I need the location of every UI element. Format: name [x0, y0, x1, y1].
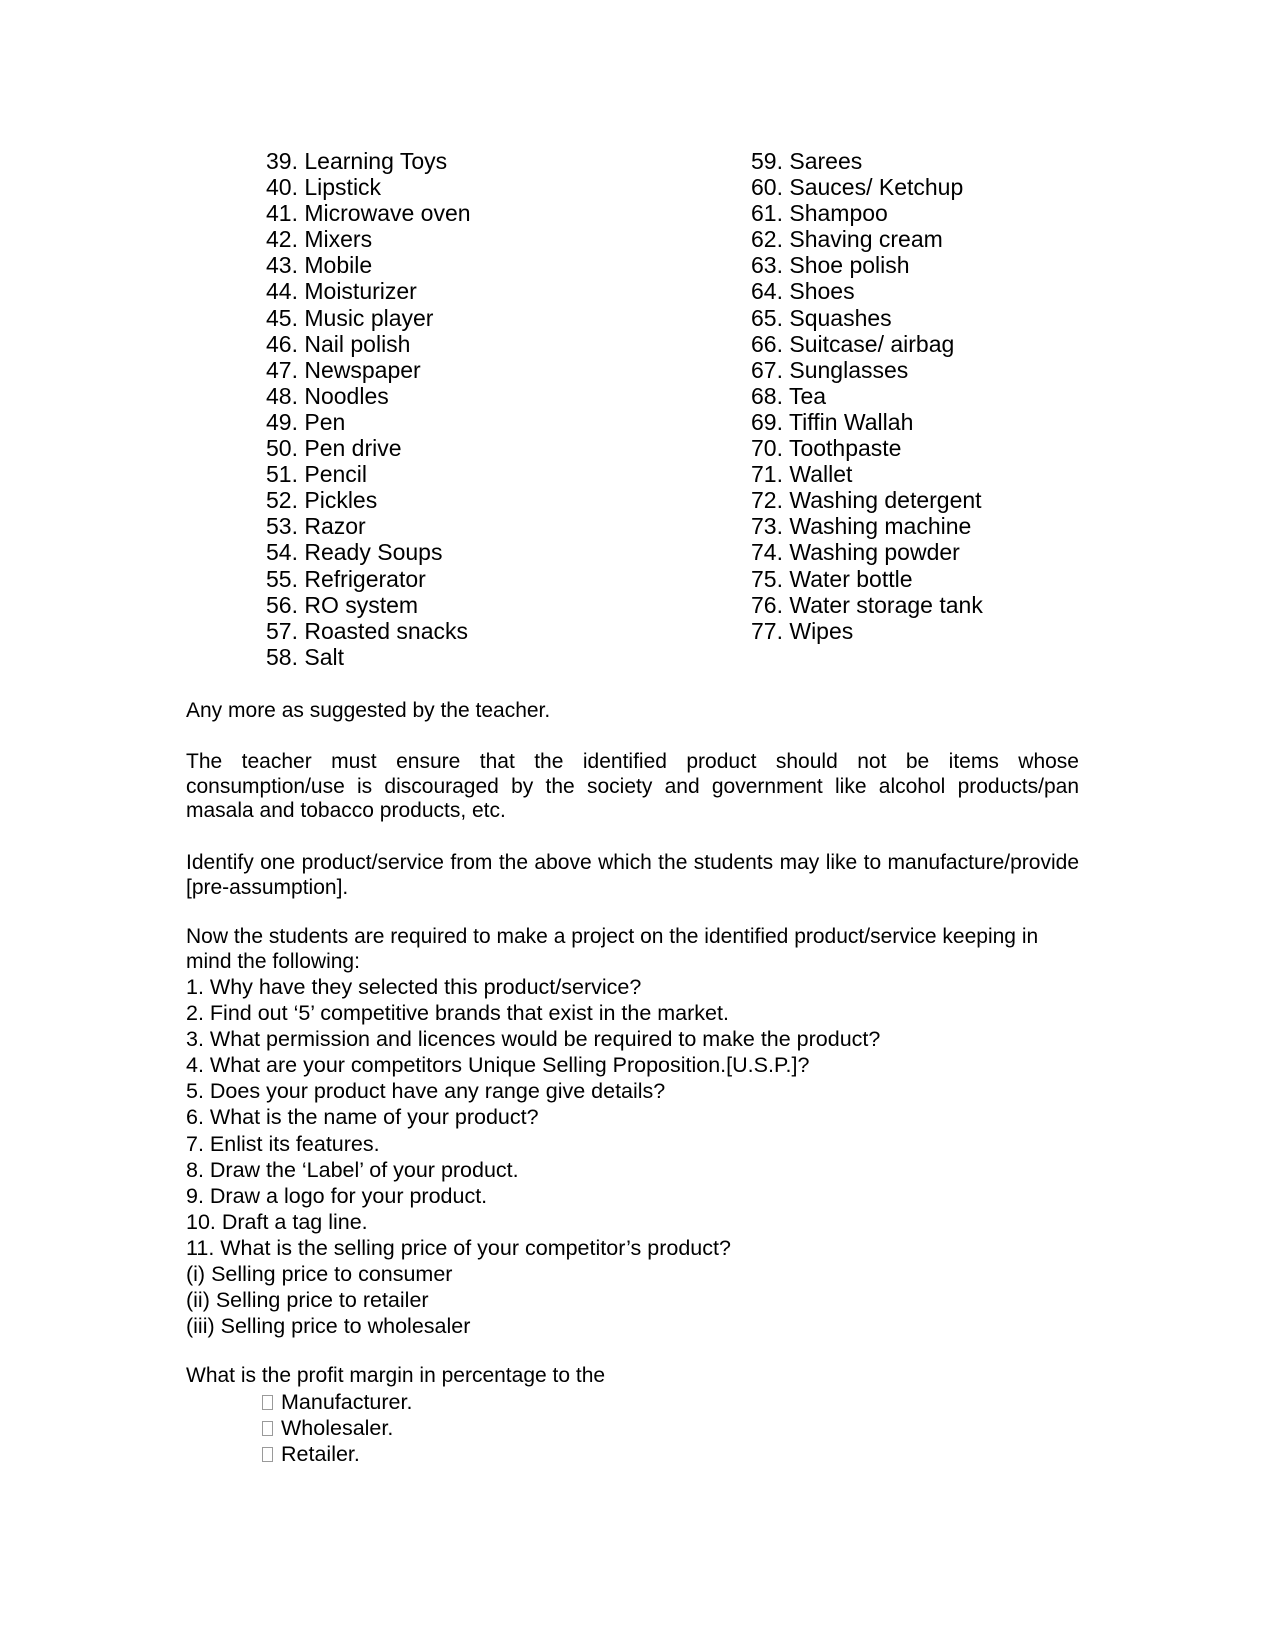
paragraph-more-items: Any more as suggested by the teacher. — [186, 699, 551, 722]
list-item — [262, 1415, 412, 1441]
box-icon — [262, 1421, 273, 1436]
list-item: 43. Mobile — [266, 252, 373, 279]
list-item: 51. Pencil — [266, 461, 368, 488]
list-item: 64. Shoes — [751, 278, 855, 305]
question-subitem: (ii) Selling price to retailer — [186, 1288, 429, 1313]
list-item: 63. Shoe polish — [751, 252, 910, 279]
list-item: 68. Tea — [751, 382, 827, 409]
list-item: 48. Noodles — [266, 382, 389, 409]
product-list-left — [266, 148, 471, 670]
profit-target-list — [262, 1389, 412, 1468]
list-item: 74. Washing powder — [751, 539, 960, 566]
question-item: 2. Find out ‘5’ competitive brands that exist in the market. — [186, 1001, 729, 1026]
list-item-label: Retailer. — [281, 1442, 360, 1467]
list-item: 69. Tiffin Wallah — [751, 408, 914, 435]
question-item: 9. Draw a logo for your product. — [186, 1183, 488, 1208]
question-item: 3. What permission and licences would be required to make the product? — [186, 1027, 881, 1052]
list-item: 52. Pickles — [266, 487, 378, 514]
question-item: 5. Does your product have any range give details? — [186, 1079, 666, 1104]
list-item: 45. Music player — [266, 304, 434, 331]
question-item: 1. Why have they selected this product/service? — [186, 975, 642, 999]
list-item: 40. Lipstick — [266, 174, 382, 201]
list-item: 55. Refrigerator — [266, 565, 426, 592]
list-item: 57. Roasted snacks — [266, 617, 469, 644]
list-item: 47. Newspaper — [266, 356, 421, 383]
question-item: 4. What are your competitors Unique Selling Proposition.[U.S.P.]? — [186, 1053, 810, 1078]
question-item: 11. What is the selling price of your competitor’s product? — [186, 1235, 731, 1260]
list-item-label: Wholesaler. — [281, 1416, 394, 1441]
list-item: 73. Washing machine — [751, 513, 972, 540]
list-item — [262, 1441, 412, 1467]
list-item: 67. Sunglasses — [751, 356, 909, 383]
list-item: 39. Learning Toys — [266, 148, 448, 174]
list-item: 76. Water storage tank — [751, 591, 983, 618]
question-item: 10. Draft a tag line. — [186, 1209, 368, 1234]
question-subitem: (iii) Selling price to wholesaler — [186, 1314, 471, 1339]
list-item: 50. Pen drive — [266, 435, 402, 462]
list-item-label: Manufacturer. — [281, 1390, 413, 1414]
list-item: 53. Razor — [266, 513, 366, 540]
list-item: 44. Moisturizer — [266, 278, 417, 305]
list-item: 56. RO system — [266, 591, 419, 618]
list-item: 46. Nail polish — [266, 330, 411, 357]
list-item: 72. Washing detergent — [751, 487, 982, 514]
list-item: 49. Pen — [266, 408, 346, 435]
list-item: 42. Mixers — [266, 226, 373, 253]
question-item: 7. Enlist its features. — [186, 1131, 380, 1156]
list-item: 70. Toothpaste — [751, 435, 902, 462]
list-item: 62. Shaving cream — [751, 226, 943, 253]
paragraph-profit-margin: What is the profit margin in percentage to the — [186, 1364, 606, 1387]
list-item: 71. Wallet — [751, 461, 853, 488]
box-icon — [262, 1395, 273, 1410]
question-item: 8. Draw the ‘Label’ of your product. — [186, 1157, 519, 1182]
box-icon — [262, 1447, 273, 1462]
list-item: 66. Suitcase/ airbag — [751, 330, 955, 357]
list-item — [262, 1389, 412, 1415]
question-subitem: (i) Selling price to consumer — [186, 1262, 453, 1287]
list-item: 54. Ready Soups — [266, 539, 443, 566]
list-item: 41. Microwave oven — [266, 200, 471, 227]
list-item: 59. Sarees — [751, 148, 863, 174]
paragraph-teacher-ensure: The teacher must ensure that the identified product should not be items whose consumption/use is discouraged by the society and government like alcohol products/pan masala and tobacco products, etc. — [186, 750, 1079, 822]
paragraph-project-intro: Now the students are required to make a project on the identified product/service keeping in mind the following: — [186, 925, 1039, 973]
list-item: 75. Water bottle — [751, 565, 913, 592]
project-question-list — [186, 974, 880, 1339]
list-item: 61. Shampoo — [751, 200, 888, 227]
list-item: 77. Wipes — [751, 617, 854, 644]
list-item: 58. Salt — [266, 643, 344, 670]
product-list-right — [751, 148, 983, 644]
question-item: 6. What is the name of your product? — [186, 1105, 539, 1130]
list-item: 65. Squashes — [751, 304, 892, 331]
paragraph-identify-product: Identify one product/service from the above which the students may like to manufacture/provide [pre-assumption]. — [186, 851, 1079, 899]
list-item: 60. Sauces/ Ketchup — [751, 174, 964, 201]
